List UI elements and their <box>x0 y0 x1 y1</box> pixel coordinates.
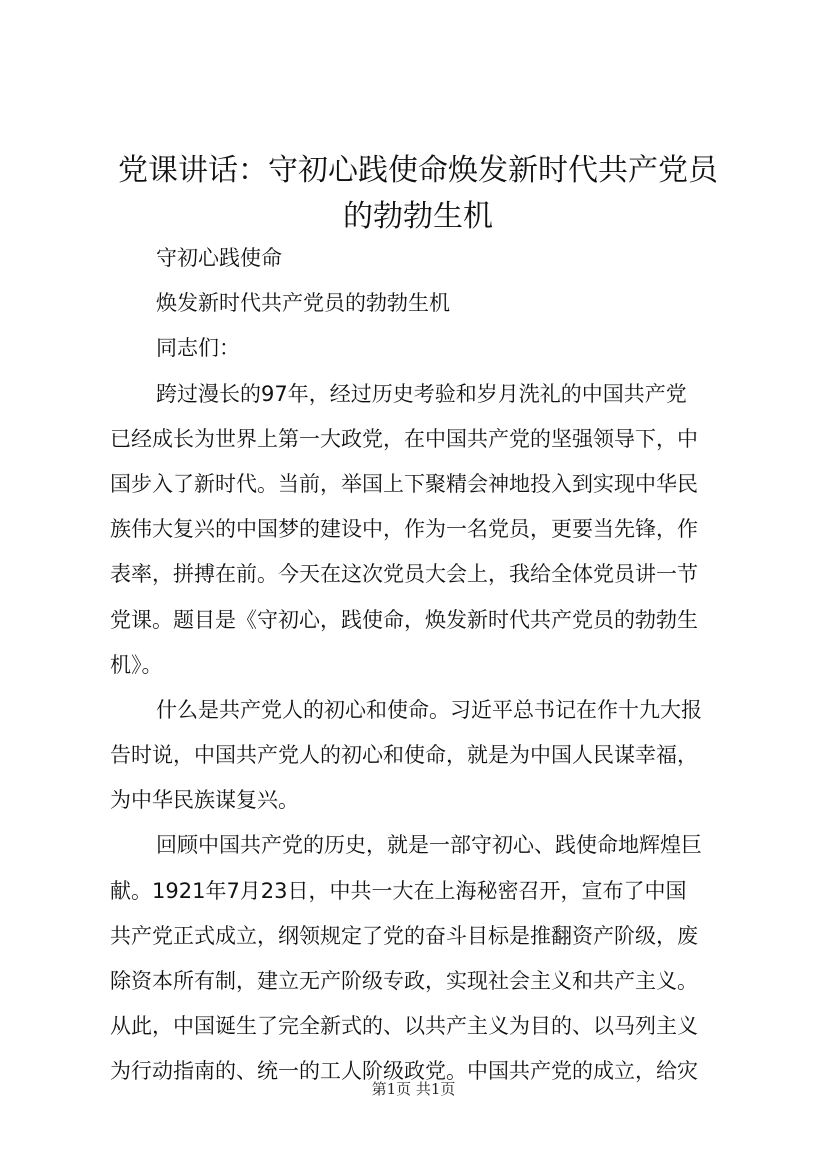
paragraph-3-line: 从此，中国诞生了完全新式的、以共产主义为目的、以马列主义 <box>110 1014 698 1039</box>
paragraph-3-line: 献。1921年7月23日，中共一大在上海秘密召开，宣布了中国 <box>110 878 687 903</box>
subtitle-line-2: 焕发新时代共产党员的勃勃生机 <box>156 291 450 316</box>
paragraph-3-line: 为行动指南的、统一的工人阶级政党。中国共产党的成立，给灾 <box>110 1059 698 1084</box>
document-title <box>108 148 728 240</box>
document-body <box>110 236 750 1095</box>
paragraph-1-line: 国步入了新时代。当前，举国上下聚精会神地投入到实现中华民 <box>110 471 698 496</box>
paragraph-1-line: 表率，拼搏在前。今天在这次党员大会上，我给全体党员讲一节 <box>110 562 698 587</box>
page-footer: 第1页 共1页 <box>371 1080 456 1098</box>
paragraph-3-line: 回顾中国共产党的历史，就是一部守初心、践使命地辉煌巨 <box>156 833 702 858</box>
paragraph-1-line: 跨过漫长的97年，经过历史考验和岁月洗礼的中国共产党 <box>156 381 687 406</box>
paragraph-2-line: 什么是共产党人的初心和使命。习近平总书记在作十九大报 <box>156 697 702 722</box>
paragraph-2-line: 为中华民族谋复兴。 <box>110 788 299 813</box>
paragraph-1-line: 党课。题目是《守初心，践使命，焕发新时代共产党员的勃勃生 <box>110 607 698 632</box>
paragraph-3-line: 共产党正式成立，纲领规定了党的奋斗目标是推翻资产阶级，废 <box>110 923 698 948</box>
title-line-1: 党课讲话：守初心践使命焕发新时代共产党员 <box>118 153 718 188</box>
paragraph-3-line: 除资本所有制，建立无产阶级专政，实现社会主义和共产主义。 <box>110 969 698 993</box>
title-line-2: 的勃勃生机 <box>343 199 493 234</box>
paragraph-1-line: 机》。 <box>110 652 163 677</box>
subtitle-line-1: 守初心践使命 <box>156 246 282 270</box>
paragraph-1-line: 已经成长为世界上第一大政党，在中国共产党的坚强领导下，中 <box>110 426 698 451</box>
paragraph-1-line: 族伟大复兴的中国梦的建设中，作为一名党员，更要当先锋，作 <box>110 517 698 542</box>
paragraph-2-line: 告时说，中国共产党人的初心和使命，就是为中国人民谋幸福， <box>110 743 698 768</box>
salutation: 同志们： <box>156 336 240 361</box>
